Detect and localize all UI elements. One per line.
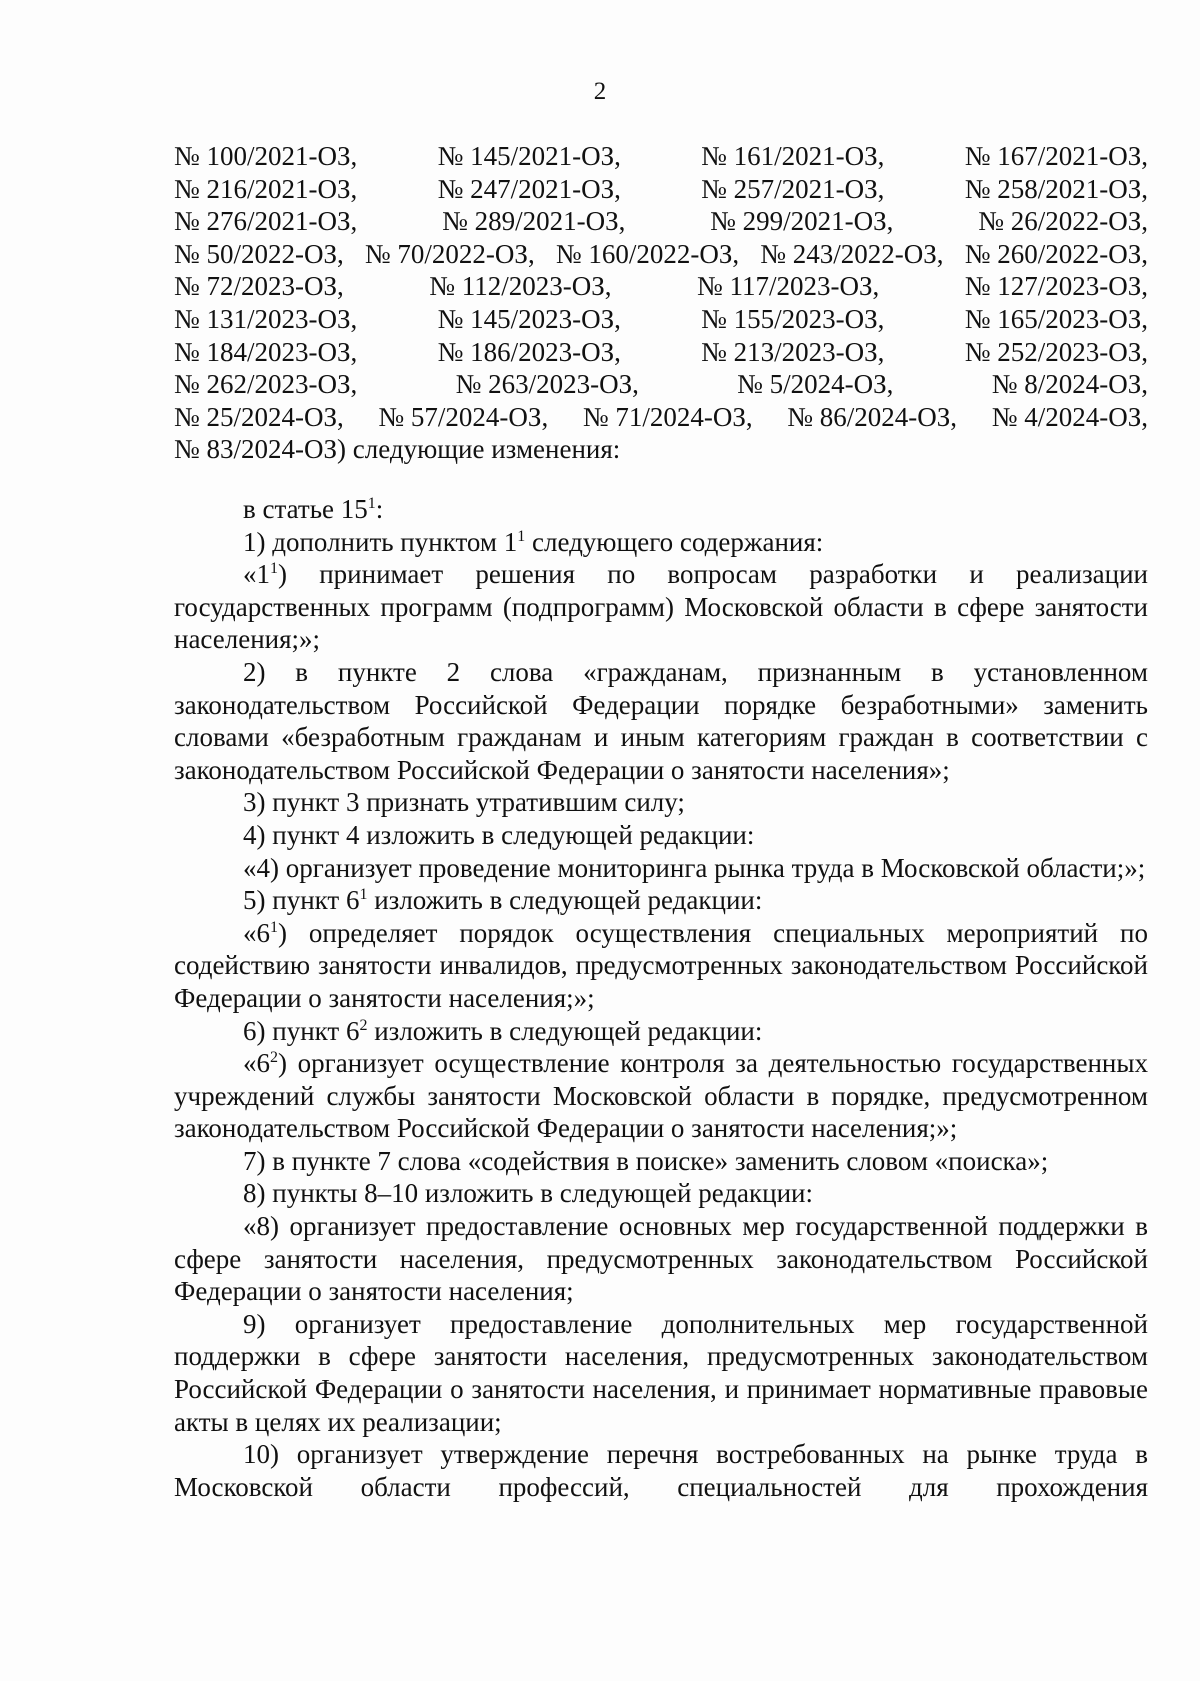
law-reference: № 276/2021-ОЗ, — [174, 206, 358, 237]
amendment-item-5 — [174, 884, 1148, 917]
superscript: 1 — [517, 527, 526, 545]
law-reference: № 72/2023-ОЗ, — [174, 271, 344, 302]
superscript: 1 — [359, 886, 368, 904]
document-body — [174, 493, 1148, 1503]
law-reference: № 247/2021-ОЗ, — [437, 173, 621, 204]
item-text-after: изложить в следующей редакции: — [367, 885, 763, 916]
law-reference: № 71/2024-ОЗ, — [582, 401, 753, 432]
law-references — [174, 140, 1148, 466]
law-reference: № 186/2023-ОЗ, — [437, 336, 621, 367]
law-reference: № 257/2021-ОЗ, — [701, 173, 885, 204]
law-reference: № 289/2021-ОЗ, — [442, 206, 626, 237]
law-reference: № 155/2023-ОЗ, — [701, 303, 885, 334]
reference-line — [174, 401, 1148, 434]
quote-open: «1 — [243, 559, 270, 590]
article-intro-after: : — [375, 494, 384, 524]
article-intro-text: в статье 15 — [243, 494, 368, 524]
amendment-quote-4: «4) организует проведение мониторинга рынка труда в Московской области;»; — [243, 852, 1146, 883]
amendment-item-6 — [174, 1015, 1148, 1048]
quote-open: «6 — [243, 1048, 270, 1079]
law-reference: № 131/2023-ОЗ, — [174, 303, 358, 334]
amendment-item-3: 3) пункт 3 признать утратившим силу; — [243, 787, 685, 818]
reference-line — [174, 173, 1148, 206]
item-text: 1) дополнить пунктом 1 — [243, 526, 518, 557]
reference-line — [174, 433, 1148, 466]
amendment-item-4: 4) пункт 4 изложить в следующей редакции: — [243, 819, 755, 850]
law-reference: № 86/2024-ОЗ, — [787, 401, 958, 432]
law-reference: № 165/2023-ОЗ, — [964, 303, 1148, 334]
law-reference: № 4/2024-ОЗ, — [991, 401, 1148, 432]
law-reference: № 26/2022-ОЗ, — [978, 206, 1148, 237]
item-text: 5) пункт 6 — [243, 885, 360, 916]
law-reference: № 213/2023-ОЗ, — [701, 336, 885, 367]
quote-text: ) организует осуществление контроля за деятельностью государственных учреждений службы занятости Московской области в порядке, предусмотренном законодательством Российской Федерации о занятости населения;»; — [174, 1048, 1148, 1144]
law-reference: № 262/2023-ОЗ, — [174, 369, 358, 400]
reference-line — [174, 368, 1148, 401]
superscript: 1 — [367, 495, 376, 512]
references-closing: № 83/2024-ОЗ) следующие изменения: — [174, 434, 621, 465]
law-reference: № 5/2024-ОЗ, — [737, 369, 894, 400]
superscript: 1 — [270, 560, 278, 578]
amendment-quote-6-2 — [174, 1047, 1148, 1145]
law-reference: № 160/2022-ОЗ, — [555, 238, 740, 269]
reference-line — [174, 140, 1148, 173]
law-reference: № 112/2023-ОЗ, — [429, 271, 612, 302]
law-reference: № 299/2021-ОЗ, — [710, 206, 894, 237]
law-reference: № 216/2021-ОЗ, — [174, 173, 358, 204]
quote-open: «6 — [243, 917, 270, 948]
article-intro — [174, 493, 1148, 526]
amendment-item-2: 2) в пункте 2 слова «гражданам, признанным в установленном законодательством Российской Федерации порядке безработными» заменить словами «безработным гражданам и иным категориям граждан в соответствии с законодательством Российской Федерации о занятости населения»; — [174, 656, 1148, 785]
item-text-after: изложить в следующей редакции: — [367, 1015, 763, 1046]
law-reference: № 8/2024-ОЗ, — [991, 369, 1148, 400]
superscript: 1 — [270, 918, 278, 936]
amendment-item-7: 7) в пункте 7 слова «содействия в поиске» заменить словом «поиска»; — [243, 1145, 1049, 1176]
amendment-quote-9: 9) организует предоставление дополнительных мер государственной поддержки в сфере занятости населения, предусмотренных законодательством Российской Федерации о занятости населения, и принимает нормативные правовые акты в целях их реализации; — [174, 1308, 1148, 1437]
reference-line — [174, 336, 1148, 369]
law-reference: № 167/2021-ОЗ, — [964, 141, 1148, 171]
superscript: 2 — [270, 1049, 278, 1067]
law-reference: № 263/2023-ОЗ, — [455, 369, 639, 400]
law-reference: № 100/2021-ОЗ, — [174, 141, 358, 171]
amendment-item-1 — [174, 526, 1148, 559]
amendment-quote-10: 10) организует утверждение перечня востребованных на рынке труда в Московской области профессий, специальностей для прохождения — [174, 1439, 1148, 1502]
law-reference: № 145/2021-ОЗ, — [437, 141, 621, 171]
reference-line — [174, 205, 1148, 238]
law-reference: № 184/2023-ОЗ, — [174, 336, 358, 367]
amendment-quote-6-1 — [174, 917, 1148, 1015]
superscript: 2 — [359, 1016, 368, 1034]
law-reference: № 252/2023-ОЗ, — [964, 336, 1148, 367]
item-text-after: следующего содержания: — [525, 526, 824, 557]
reference-line — [174, 303, 1148, 336]
item-text: 6) пункт 6 — [243, 1015, 360, 1046]
law-reference: № 117/2023-ОЗ, — [696, 271, 880, 302]
page-number: 2 — [593, 78, 607, 105]
amendment-quote-1-1 — [174, 558, 1148, 656]
law-reference: № 127/2023-ОЗ, — [964, 271, 1148, 302]
law-reference: № 243/2022-ОЗ, — [760, 238, 944, 269]
law-reference: № 161/2021-ОЗ, — [701, 141, 885, 171]
law-reference: № 57/2024-ОЗ, — [378, 401, 549, 432]
reference-line — [174, 238, 1148, 271]
amendment-item-8: 8) пункты 8–10 изложить в следующей редакции: — [243, 1178, 814, 1209]
quote-text: ) принимает решения по вопросам разработки и реализации государственных программ (подпрограмм) Московской области в сфере занятости населения;»; — [174, 559, 1148, 655]
law-reference: № 50/2022-ОЗ, — [174, 238, 344, 269]
quote-text: ) определяет порядок осуществления специальных мероприятий по содействию занятости инвалидов, предусмотренных законодательством Российской Федерации о занятости населения;»; — [174, 917, 1148, 1013]
law-reference: № 145/2023-ОЗ, — [437, 303, 621, 334]
law-reference: № 258/2021-ОЗ, — [964, 173, 1148, 204]
law-reference: № 25/2024-ОЗ, — [174, 401, 344, 432]
law-reference: № 260/2022-ОЗ, — [964, 238, 1148, 269]
reference-line — [174, 270, 1148, 303]
amendment-quote-8: «8) организует предоставление основных мер государственной поддержки в сфере занятости населения, предусмотренных законодательством Российской Федерации о занятости населения; — [174, 1211, 1148, 1307]
law-reference: № 70/2022-ОЗ, — [364, 238, 535, 269]
